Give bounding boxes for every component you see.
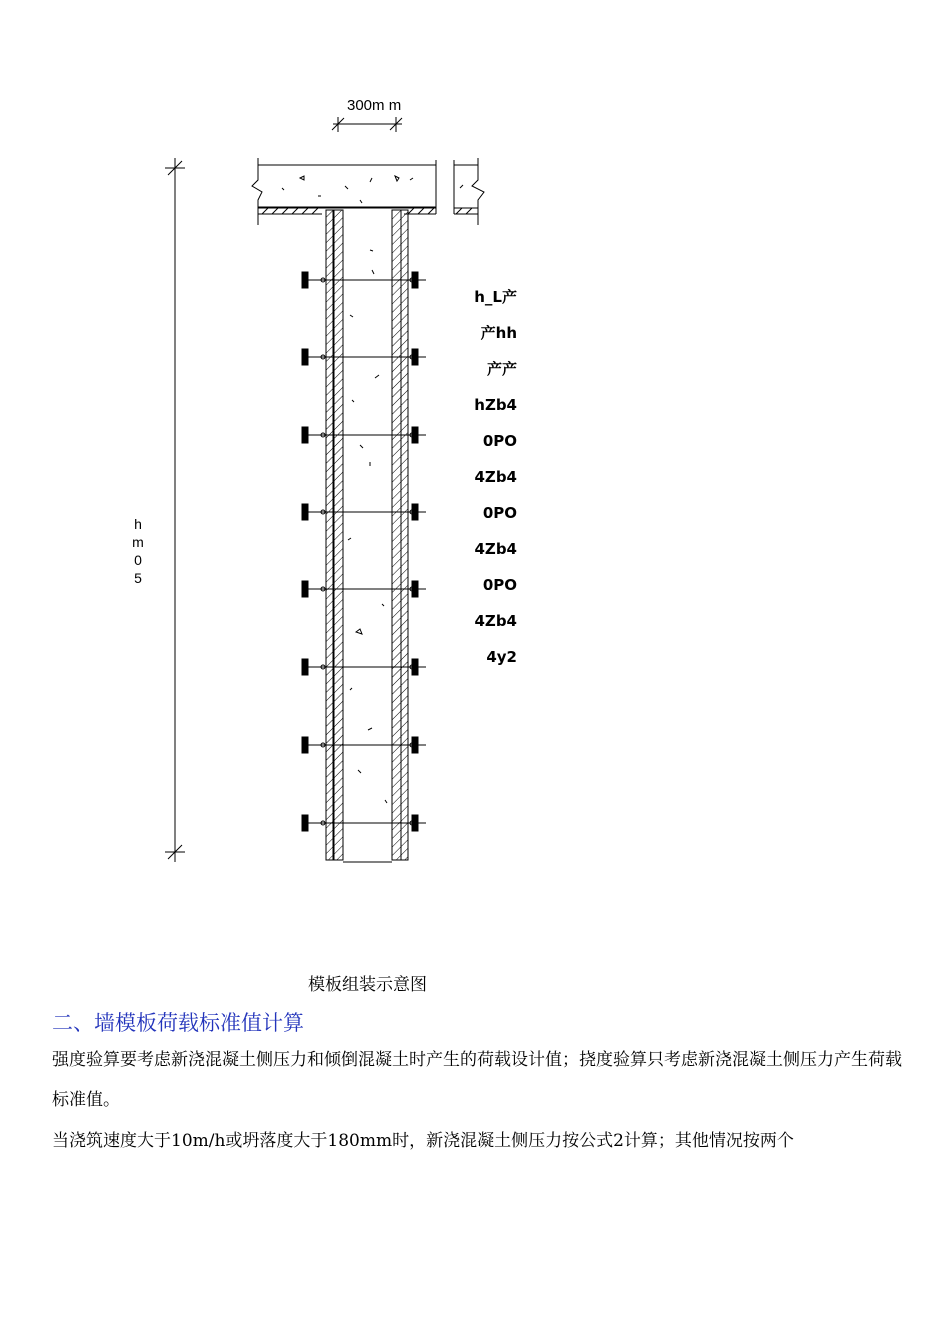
top-dimension	[332, 117, 402, 132]
section-heading: 二、墙模板荷载标准值计算	[52, 1011, 304, 1035]
figure-label: 0PO	[482, 576, 517, 594]
paragraph: 强度验算要考虑新浇混凝土侧压力和倾倒混凝土时产生的荷载设计值；挠度验算只考虑新浇混凝土侧压力产生荷载标准值。	[52, 1050, 902, 1110]
height-dimension-char: h	[134, 516, 142, 532]
paragraph: 当浇筑速度大于10m/h或坍落度大于180mm时，新浇混凝土侧压力按公式2计算；其他情况按两个	[52, 1131, 794, 1151]
wall-formwork	[326, 210, 408, 862]
height-dimension-label	[128, 515, 148, 587]
figure-label: 产产	[486, 360, 517, 378]
figure-caption: 模板组装示意图	[308, 975, 427, 995]
figure-labels	[455, 286, 517, 682]
slab-hatch	[258, 208, 478, 214]
figure-label: 产hh	[480, 324, 517, 342]
figure-label: 0PO	[482, 504, 517, 522]
top-dimension-label: 300m m	[347, 97, 402, 114]
concrete-slab	[252, 158, 484, 225]
figure-label: 4y2	[486, 648, 517, 666]
height-dimension-char: 0	[134, 552, 142, 568]
figure-label: hZb4	[474, 396, 517, 414]
figure-label: 4Zb4	[474, 612, 517, 630]
height-dimension-char: m	[132, 534, 144, 550]
figure-label: 4Zb4	[474, 540, 517, 558]
height-dimension	[165, 158, 185, 862]
figure-label: h_L产	[474, 288, 517, 306]
aggregate-specks	[282, 176, 463, 803]
figure-label: 0PO	[482, 432, 517, 450]
figure-label: 4Zb4	[474, 468, 517, 486]
height-dimension-char: 5	[134, 570, 142, 586]
